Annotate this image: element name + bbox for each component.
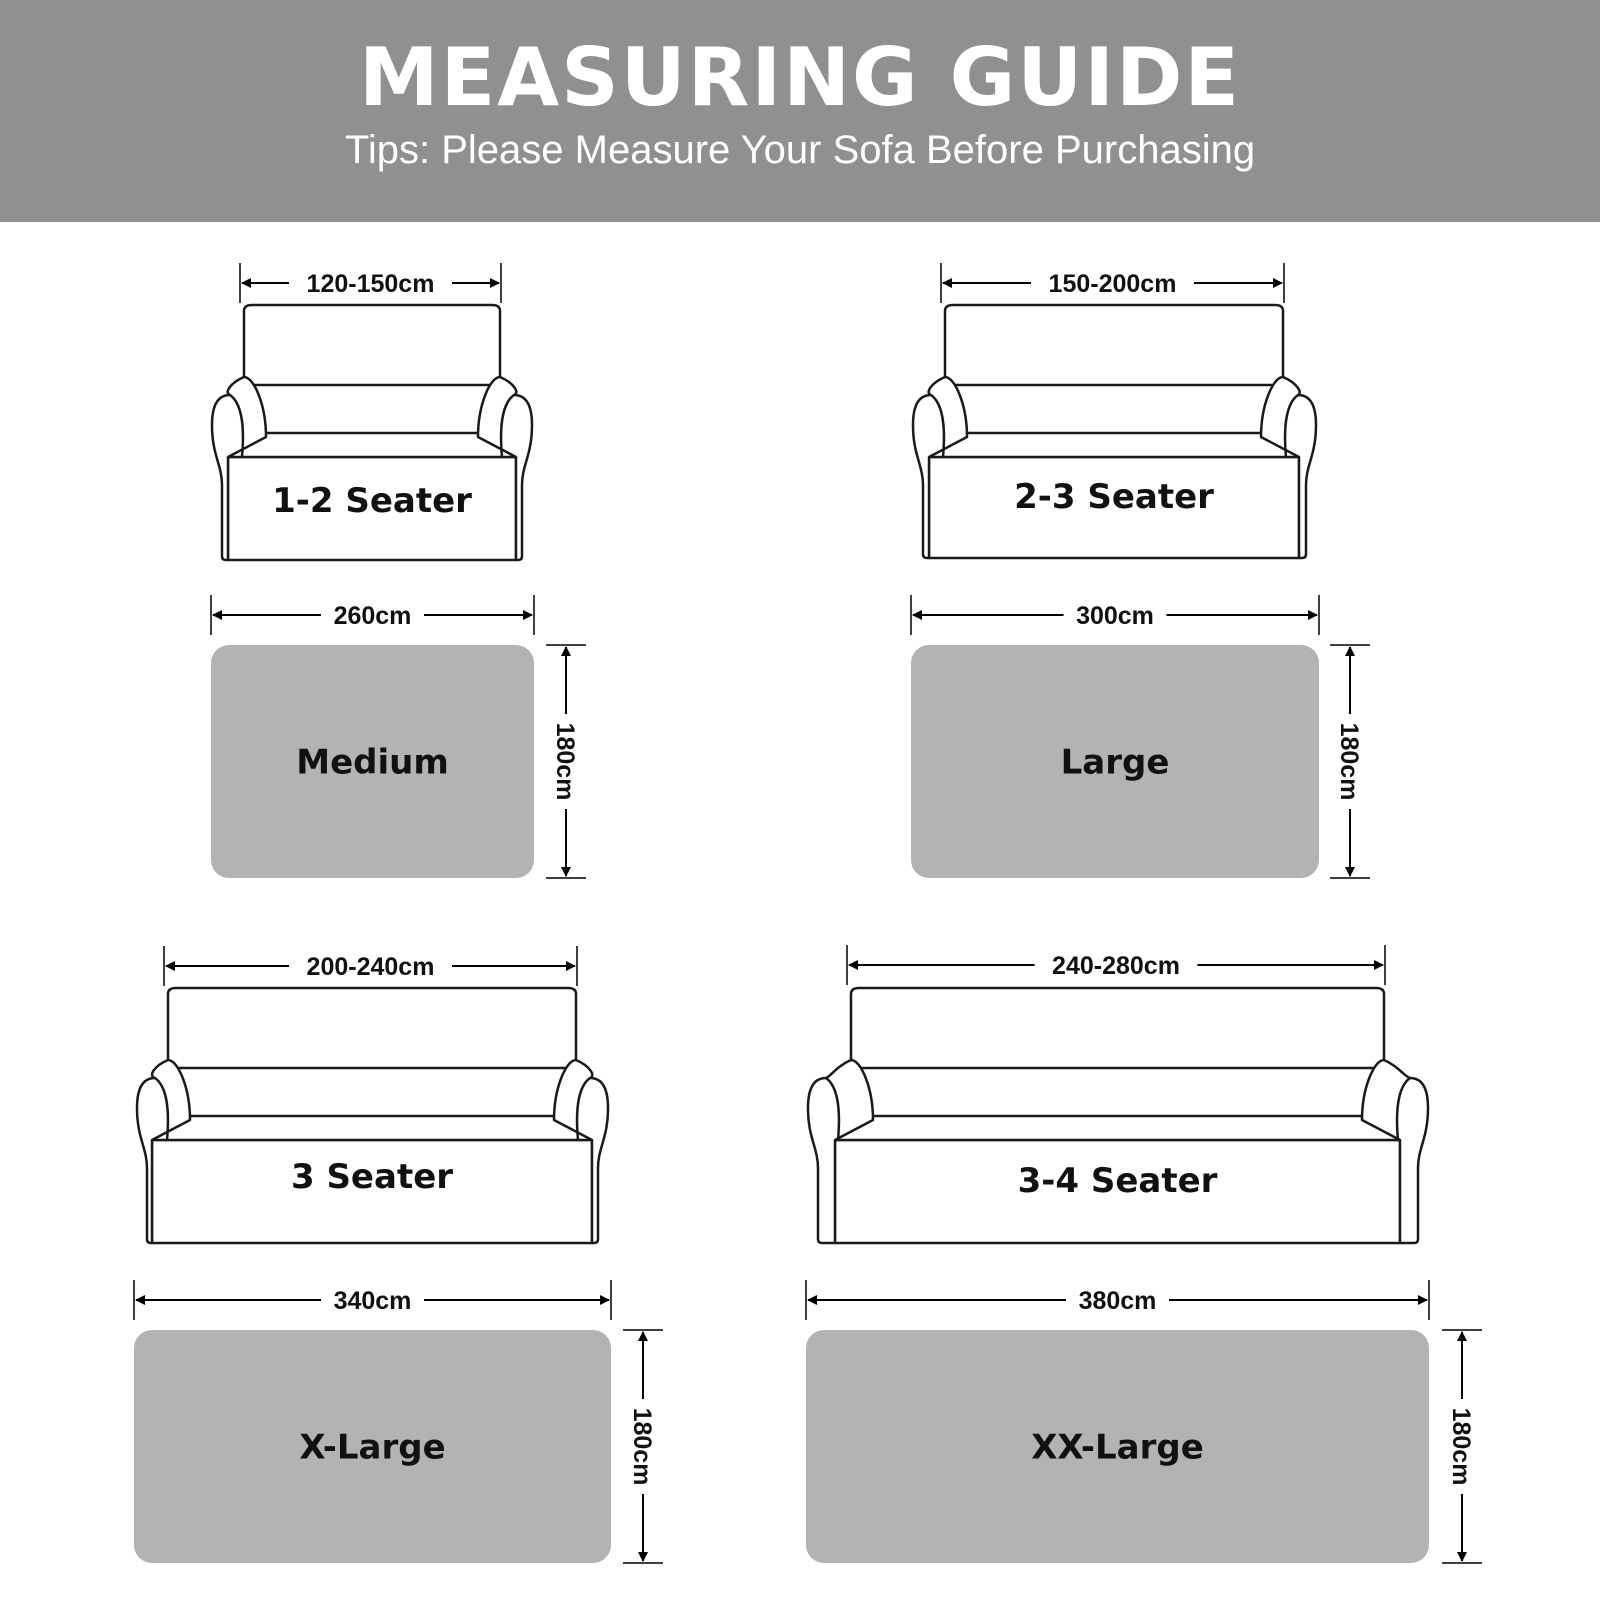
cover-height-dimension-label: 180cm xyxy=(551,722,579,801)
page-subtitle: Tips: Please Measure Your Sofa Before Purchasing xyxy=(344,128,1256,172)
sofa-seat-cushion xyxy=(929,433,1299,457)
sofa-backrest xyxy=(168,988,576,1068)
seater-label: 3 Seater xyxy=(290,1157,454,1197)
cover-width-dimension-label: 380cm xyxy=(1078,1287,1157,1315)
sofa-seat-cushion xyxy=(835,1116,1400,1140)
sofa-backrest xyxy=(945,305,1283,385)
seater-label: 3-4 Seater xyxy=(1017,1161,1218,1201)
cover-width-dimension-label: 260cm xyxy=(333,602,412,630)
sofa-panel-3 xyxy=(134,946,663,1563)
seater-label: 1-2 Seater xyxy=(272,481,472,521)
sofa-width-dimension-label: 150-200cm xyxy=(1048,270,1177,298)
cover-width-dimension-label: 300cm xyxy=(1076,602,1154,630)
page-title: MEASURING GUIDE xyxy=(358,31,1242,124)
cover-width-dimension-label: 340cm xyxy=(333,1287,412,1315)
sofa-width-dimension-label: 120-150cm xyxy=(306,270,435,298)
sofa-backrest xyxy=(244,305,500,385)
cover-size-label: X-Large xyxy=(299,1427,446,1468)
cover-size-label: XX-Large xyxy=(1031,1427,1204,1468)
sofa-panel-2 xyxy=(911,263,1370,878)
sofa-seat-cushion xyxy=(228,433,516,457)
cover-height-dimension-label: 180cm xyxy=(628,1407,656,1486)
sofa-width-dimension-label: 240-280cm xyxy=(1052,952,1180,980)
sofa-seat-cushion xyxy=(152,1116,592,1140)
cover-height-dimension-label: 180cm xyxy=(1447,1407,1475,1486)
seater-label: 2-3 Seater xyxy=(1014,477,1214,517)
cover-size-label: Medium xyxy=(296,742,449,783)
sofa-panel-1 xyxy=(211,263,586,878)
sofa-width-dimension-label: 200-240cm xyxy=(306,953,435,981)
sofa-backrest xyxy=(851,988,1384,1068)
cover-size-label: Large xyxy=(1060,742,1170,783)
cover-height-dimension-label: 180cm xyxy=(1335,722,1363,801)
sofa-panel-4 xyxy=(806,945,1482,1563)
